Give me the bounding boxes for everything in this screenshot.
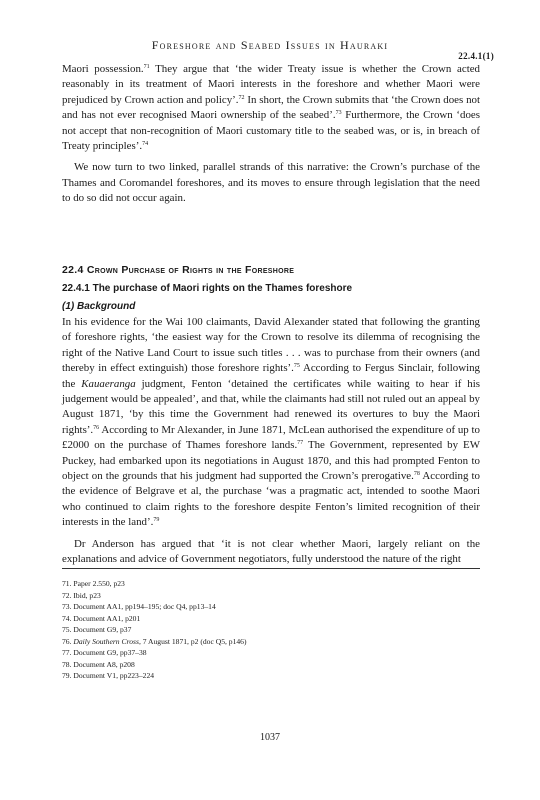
section-number: 22.4.1(1) xyxy=(458,51,494,61)
sub-subsection-heading: (1) Background xyxy=(62,301,136,313)
text-run: According to the evidence of Belgrave et al, the purchase ‘was a pragmatic act, intended to soothe Maori who continued to claim rights to the foreshore despite Fenton’s limited recognition of their interests in the land’. xyxy=(62,469,480,529)
main-text xyxy=(62,62,480,567)
running-title: Foreshore and Seabed Issues in Hauraki xyxy=(151,38,389,52)
text-run: Furthermore, the Crown ‘does not accept that non-recognition of Maori customary title to the seabed was, or is, in breach of Treaty principles’. xyxy=(62,109,480,153)
footnote-item: 78. Document A8, p208 xyxy=(62,659,135,669)
footnote-item: 75. Document G9, p37 xyxy=(62,625,132,634)
footnote-divider xyxy=(62,568,480,569)
text-run: Maori possession. xyxy=(62,63,144,75)
footnote-ref[interactable]: 77 xyxy=(297,440,304,447)
text-run: According to Mr Alexander, in June 1871, McLean authorised the expenditure of up to £2000 on the purchase of Thames foreshore lands. xyxy=(62,423,480,452)
footnotes xyxy=(62,578,480,682)
footnote-ref[interactable]: 78 xyxy=(413,470,420,477)
footnote-ref[interactable]: 75 xyxy=(293,363,300,370)
newspaper-title: Daily Southern Cross xyxy=(73,636,139,646)
footnote-ref[interactable]: 73 xyxy=(335,110,342,117)
paragraph-1 xyxy=(62,62,480,154)
paragraph-3 xyxy=(62,315,480,531)
footnote-item xyxy=(62,636,480,648)
text-run: They argue that ‘the wider Treaty issue is whether the Crown acted reasonably in its treatment of Maori interests in the foreshore and whether Maori were prejudiced by Crown action and policy’. xyxy=(62,63,481,106)
footnote-ref[interactable]: 79 xyxy=(153,517,160,524)
footnote-ref[interactable]: 72 xyxy=(238,94,245,101)
section-heading: 22.4 Crown Purchase of Rights in the Foreshore xyxy=(62,263,295,276)
footnote-item: 79. Document V1, pp223–224 xyxy=(62,671,155,680)
text-run: In short, the Crown submits that ‘the Crown does not and has not ever recognised Maori ownership of the seabed’. xyxy=(62,93,480,122)
footnote-ref[interactable]: 76 xyxy=(93,424,100,431)
text-run: In his evidence for the Wai 100 claimants, David Alexander stated that following the granting of foreshore rights, ‘the easiest way for the Crown to resolve its dilemma of recognising the right of the Native Land Court to issue such titles . . . was to purchase from their owners (and thereby in effect extinguish) those foreshore rights’. xyxy=(62,315,480,375)
footnote-item: 77. Document G9, pp37–38 xyxy=(62,648,147,657)
footnote-text: , 7 August 1871, p2 (doc Q5, p146) xyxy=(138,636,247,646)
text-run: judgment, Fenton ‘detained the certificates while waiting to hear if his judgement would be appealed’, and that, while the claimants had still not ruled out an appeal by August 1871, ‘by this time the Government had renewed its overtures to buy the Maori rights’. xyxy=(62,377,480,436)
footnote-number: 76. xyxy=(62,636,74,646)
footnote-ref[interactable]: 74 xyxy=(142,141,149,148)
text-run: According to Fergus Sinclair, following the xyxy=(62,362,480,390)
footnote-item: 73. Document AA1, pp194–195; doc Q4, pp13–14 xyxy=(62,602,216,611)
footnote-ref[interactable]: 71 xyxy=(143,64,150,70)
page-number: 1037 xyxy=(260,732,280,743)
footnote-item: 71. Paper 2.550, p23 xyxy=(62,579,125,588)
text-run: The Government, represented by EW Puckey, had embarked upon its negotiations in August 1870, and this had prompted Fenton to object on the grounds that his judgment had supported the Crown’s prerogative. xyxy=(62,439,480,482)
paragraph-2: We now turn to two linked, parallel strands of this narrative: the Crown’s purchase of the Thames and Coromandel foreshores, and its moves to ensure through legislation that the need to do so did not occur again. xyxy=(62,161,480,205)
footnote-item: 74. Document AA1, p201 xyxy=(62,613,141,623)
subsection-heading: 22.4.1 The purchase of Maori rights on the Thames foreshore xyxy=(62,283,353,295)
paragraph-4: Dr Anderson has argued that ‘it is not clear whether Maori, largely reliant on the explanations and advice of Government negotiators, fully understood the nature of the right xyxy=(62,537,480,565)
footnote-item: 72. Ibid, p23 xyxy=(62,590,101,600)
case-name: Kauaeranga xyxy=(81,377,136,390)
